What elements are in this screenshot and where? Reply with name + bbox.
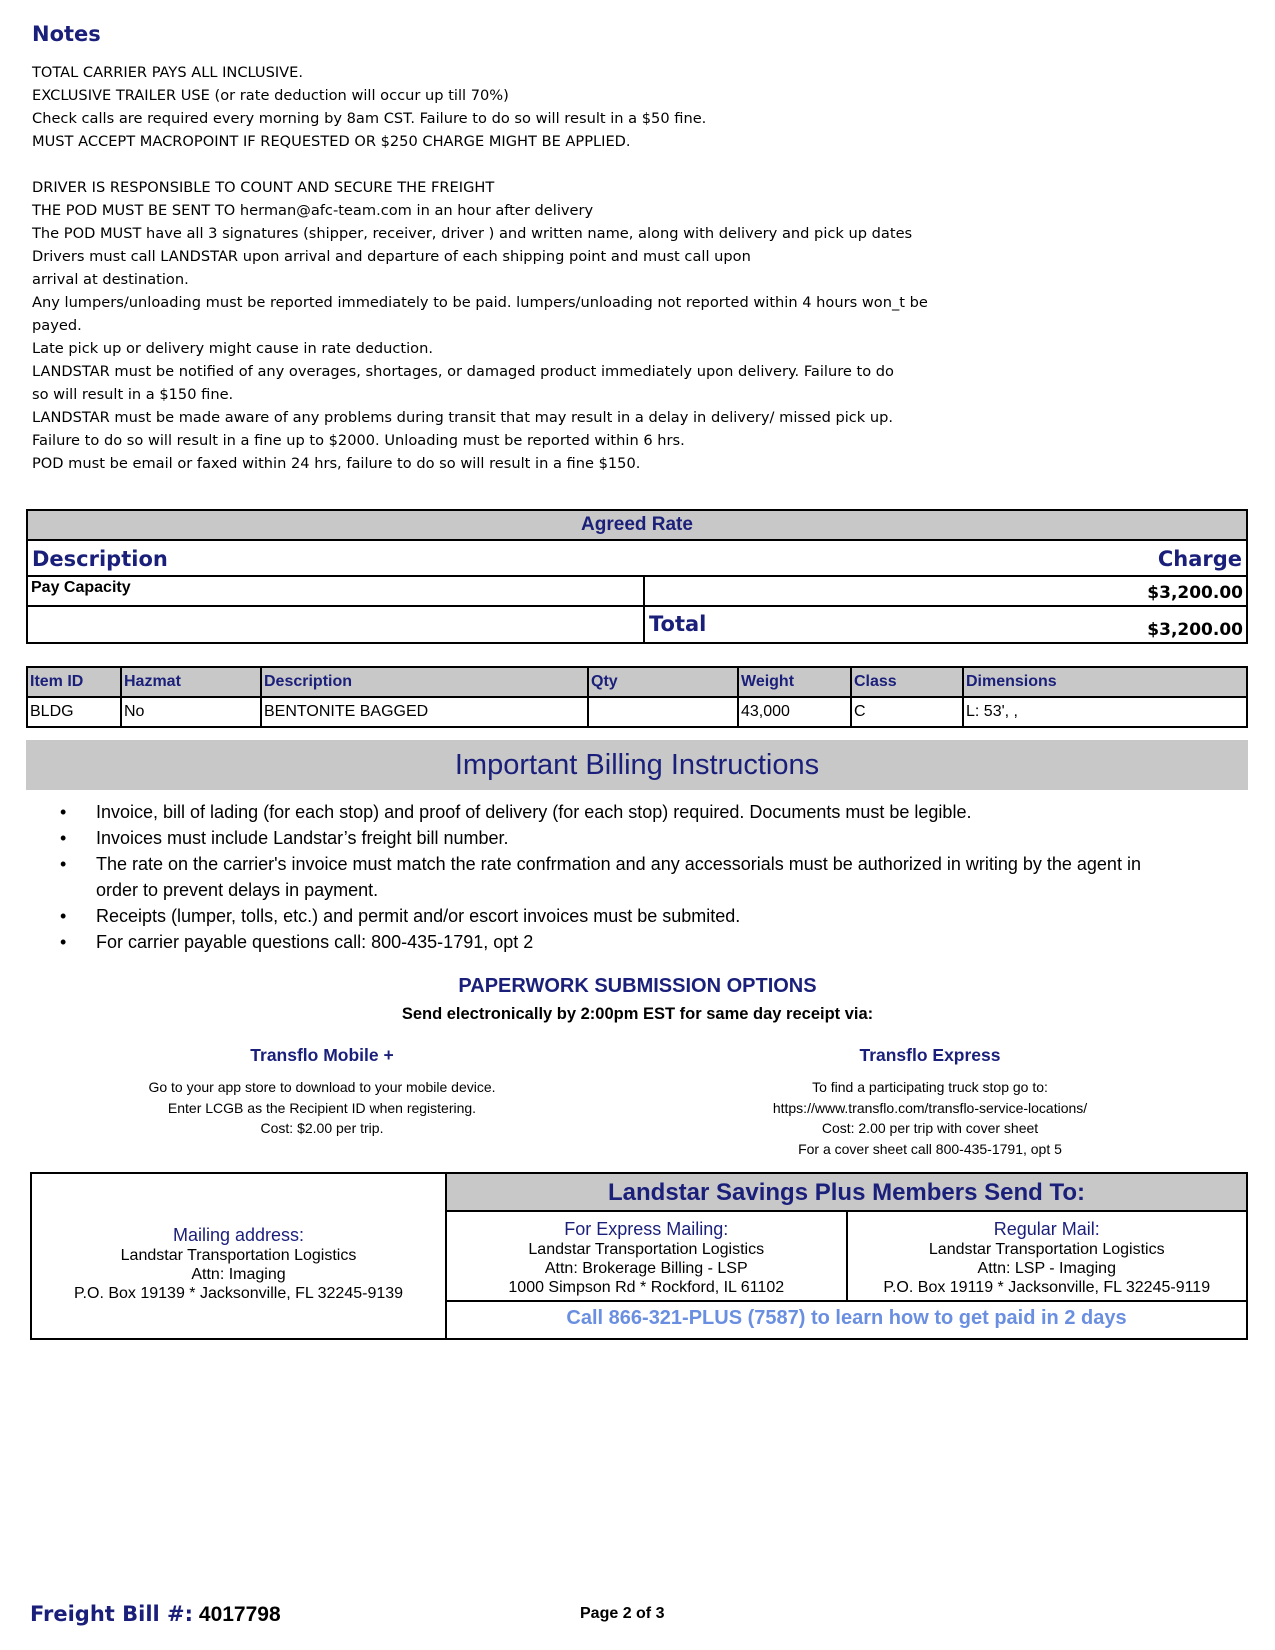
list-item-text: Invoices must include Landstar’s freight bill number.: [96, 828, 509, 848]
transflo-express-line: For a cover sheet call 800-435-1791, opt 5: [798, 1140, 1062, 1157]
cell-class: C: [851, 697, 963, 727]
bullet: •: [60, 802, 67, 822]
notes-line: Late pick up or delivery might cause in rate deduction.: [32, 340, 433, 357]
charge-label: Charge: [1157, 547, 1242, 571]
list-item-text: Invoice, bill of lading (for each stop) and proof of delivery (for each stop) required. Documents must be legible.: [96, 802, 972, 822]
transflo-express-body: [650, 1077, 1210, 1159]
cell-hazmat: No: [121, 697, 261, 727]
lsp-express-title: For Express Mailing:: [564, 1219, 729, 1239]
list-item: [60, 825, 1240, 851]
lsp-title: Landstar Savings Plus Members Send To:: [447, 1174, 1246, 1212]
header-qty: Qty: [588, 667, 738, 697]
lsp-section: [447, 1174, 1246, 1338]
paperwork-subtitle: Send electronically by 2:00pm EST for same day receipt via:: [401, 1005, 874, 1023]
rate-item-amount: $3,200.00: [1147, 583, 1243, 603]
header-class: Class: [851, 667, 963, 697]
lsp-regular-mail: [846, 1212, 1247, 1300]
mailing-address-line: P.O. Box 19139 * Jacksonville, FL 32245-9139: [73, 1285, 404, 1302]
paperwork-title: PAPERWORK SUBMISSION OPTIONS: [458, 975, 817, 997]
lsp-regular-line: P.O. Box 19119 * Jacksonville, FL 32245-9119: [883, 1279, 1211, 1296]
cell-weight: 43,000: [738, 697, 851, 727]
header-hazmat: Hazmat: [121, 667, 261, 697]
freight-bill-label: Freight Bill #:: [30, 1602, 194, 1626]
lsp-regular-line: Attn: LSP - Imaging: [977, 1260, 1116, 1277]
cell-item-id: BLDG: [27, 697, 121, 727]
rate-total-spacer: [28, 607, 645, 642]
notes-line: [32, 153, 1032, 176]
transflo-mobile-body: [42, 1077, 602, 1139]
list-item: [60, 799, 1240, 825]
cell-description: BENTONITE BAGGED: [261, 697, 588, 727]
table-row: [27, 697, 1247, 727]
notes-title: Notes: [32, 22, 101, 46]
bullet: •: [60, 828, 67, 848]
lsp-express-line: 1000 Simpson Rd * Rockford, IL 61102: [508, 1279, 785, 1296]
agreed-rate-title: Agreed Rate: [28, 511, 1246, 541]
notes-body: [32, 61, 1032, 475]
rate-item-row: [28, 577, 1246, 607]
rate-total-row: [28, 607, 1246, 642]
total-label: Total: [649, 612, 707, 636]
address-box: [30, 1172, 1248, 1340]
rate-item-description: Pay Capacity: [28, 577, 645, 605]
mailing-address: [32, 1174, 447, 1338]
lsp-regular-title: Regular Mail:: [993, 1219, 1100, 1239]
lsp-express-line: Attn: Brokerage Billing - LSP: [544, 1260, 748, 1277]
notes-line: POD must be email or faxed within 24 hrs, failure to do so will result in a fine $150.: [32, 455, 641, 472]
transflo-mobile-line: Go to your app store to download to your mobile device.: [148, 1079, 496, 1095]
transflo-express-title: Transflo Express: [859, 1045, 1001, 1065]
header-description: Description: [261, 667, 588, 697]
total-amount: $3,200.00: [1147, 620, 1243, 640]
bullet: •: [60, 932, 67, 952]
transflo-mobile-line: Cost: $2.00 per trip.: [260, 1120, 384, 1136]
notes-line: Drivers must call LANDSTAR upon arrival and departure of each shipping point and must call upon: [32, 248, 751, 265]
mailing-address-line: Attn: Imaging: [191, 1266, 286, 1283]
notes-line: MUST ACCEPT MACROPOINT IF REQUESTED OR $250 CHARGE MIGHT BE APPLIED.: [32, 133, 631, 150]
notes-line: payed.: [32, 317, 82, 334]
transflo-mobile-title: Transflo Mobile +: [250, 1045, 394, 1065]
notes-line: EXCLUSIVE TRAILER USE (or rate deduction will occur up till 70%): [32, 87, 509, 104]
transflo-express-url: https://www.transflo.com/transflo-service-locations/: [772, 1099, 1088, 1116]
header-weight: Weight: [738, 667, 851, 697]
agreed-rate-table: [26, 509, 1248, 644]
list-item: [60, 903, 1240, 929]
billing-instructions-title: Important Billing Instructions: [26, 740, 1248, 790]
lsp-express-mailing: [447, 1212, 846, 1300]
transflo-express-line: To find a participating truck stop go to:: [812, 1079, 1048, 1095]
notes-line: Failure to do so will result in a fine up to $2000. Unloading must be reported within 6 hrs.: [32, 432, 685, 449]
list-item-text: The rate on the carrier's invoice must match the rate confrmation and any accessorials must be authorized in writing by the agent in: [96, 854, 1141, 874]
items-table: [26, 666, 1248, 728]
cell-qty: [588, 697, 738, 727]
header-item-id: Item ID: [27, 667, 121, 697]
notes-line: Check calls are required every morning by 8am CST. Failure to do so will result in a $50 fine.: [32, 110, 707, 127]
list-item-text: Receipts (lumper, tolls, etc.) and permit and/or escort invoices must be submited.: [96, 906, 741, 926]
bullet: •: [60, 854, 67, 874]
list-item: [60, 851, 1240, 903]
billing-instructions-list: [60, 799, 1240, 955]
notes-line: The POD MUST have all 3 signatures (shipper, receiver, driver ) and written name, along with delivery and pick up dates: [32, 225, 913, 242]
lsp-regular-line: Landstar Transportation Logistics: [928, 1241, 1165, 1258]
transflo-express-line: Cost: 2.00 per trip with cover sheet: [821, 1120, 1039, 1136]
list-item-text: order to prevent delays in payment.: [96, 880, 379, 900]
items-header-row: [27, 667, 1247, 697]
list-item-text: For carrier payable questions call: 800-435-1791, opt 2: [96, 932, 534, 952]
header-dimensions: Dimensions: [963, 667, 1247, 697]
cell-dimensions: L: 53', ,: [963, 697, 1247, 727]
freight-bill: [30, 1602, 281, 1627]
notes-line: arrival at destination.: [32, 271, 189, 288]
list-item: [60, 929, 1240, 955]
notes-line: TOTAL CARRIER PAYS ALL INCLUSIVE.: [32, 64, 304, 81]
transflo-mobile-line: Enter LCGB as the Recipient ID when registering.: [167, 1099, 477, 1116]
notes-line: so will result in a $150 fine.: [32, 386, 234, 403]
rate-header-row: [28, 541, 1246, 577]
page-number: Page 2 of 3: [580, 1605, 665, 1622]
notes-line: THE POD MUST BE SENT TO herman@afc-team.com in an hour after delivery: [32, 202, 594, 219]
mailing-address-title: Mailing address:: [172, 1225, 305, 1245]
lsp-call-text: Call 866-321-PLUS (7587) to learn how to get paid in 2 days: [566, 1307, 1127, 1329]
notes-line: Any lumpers/unloading must be reported immediately to be paid. lumpers/unloading not reported within 4 hours won_t be: [32, 294, 928, 311]
description-label: Description: [32, 547, 168, 571]
lsp-express-line: Landstar Transportation Logistics: [528, 1241, 765, 1258]
mailing-address-line: Landstar Transportation Logistics: [120, 1247, 357, 1264]
bullet: •: [60, 906, 67, 926]
notes-line: DRIVER IS RESPONSIBLE TO COUNT AND SECURE THE FREIGHT: [32, 179, 495, 196]
notes-line: LANDSTAR must be notified of any overages, shortages, or damaged product immediately upon delivery. Failure to do: [32, 363, 894, 380]
freight-bill-number: 4017798: [198, 1603, 281, 1626]
notes-line: LANDSTAR must be made aware of any problems during transit that may result in a delay in delivery/ missed pick up.: [32, 409, 894, 426]
